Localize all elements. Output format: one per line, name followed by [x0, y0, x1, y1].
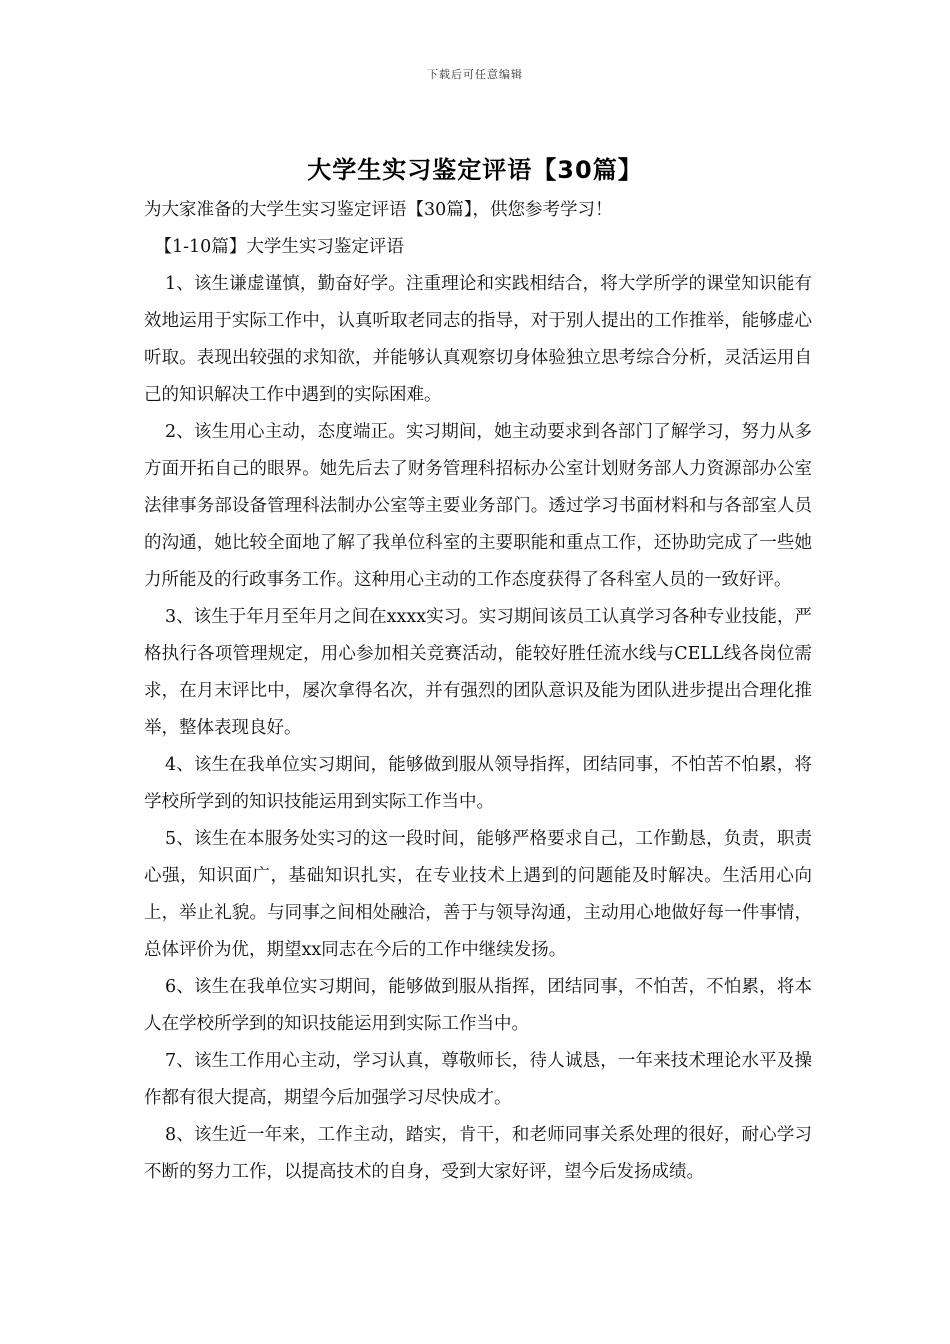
- document-title: 大学生实习鉴定评语【30篇】: [307, 156, 643, 184]
- evaluation-item-7: 7、该生工作用心主动，学习认真，尊敬师长，待人诚恳，一年来技术理论水平及操作都有很大提高，期望今后加强学习尽快成才。: [144, 1051, 812, 1108]
- evaluation-item-1: 1、该生谦虚谨慎，勤奋好学。注重理论和实践相结合，将大学所学的课堂知识能有效地运用于实际工作中，认真听取老同志的指导，对于别人提出的工作推举，能够虚心听取。表现出较强的求知欲，并能够认真观察切身体验独立思考综合分析，灵活运用自己的知识解决工作中遇到的实际困难。: [144, 274, 812, 405]
- evaluation-item-3: 3、该生于年月至年月之间在xxxx实习。实习期间该员工认真学习各种专业技能，严格执行各项管理规定，用心参加相关竞赛活动，能较好胜任流水线与CELL线各岗位需求，在月末评比中，屡次拿得名次，并有强烈的团队意识及能为团队进步提出合理化推举，整体表现良好。: [144, 607, 812, 738]
- header-note: 下载后可任意编辑: [427, 68, 523, 81]
- evaluation-item-5: 5、该生在本服务处实习的这一段时间，能够严格要求自己，工作勤恳，负责，职责心强，知识面广，基础知识扎实，在专业技术上遇到的问题能及时解决。生活用心向上，举止礼貌。与同事之间相处融洽，善于与领导沟通，主动用心地做好每一件事情，总体评价为优，期望xx同志在今后的工作中继续发扬。: [144, 829, 812, 960]
- evaluation-item-6: 6、该生在我单位实习期间，能够做到服从指挥，团结同事，不怕苦，不怕累，将本人在学校所学到的知识技能运用到实际工作当中。: [144, 977, 812, 1034]
- section-heading: 【1-10篇】大学生实习鉴定评语: [154, 237, 404, 257]
- evaluation-item-2: 2、该生用心主动，态度端正。实习期间，她主动要求到各部门了解学习，努力从多方面开拓自己的眼界。她先后去了财务管理科招标办公室计划财务部人力资源部办公室法律事务部设备管理科法制办公室等主要业务部门。透过学习书面材料和与各部室人员的沟通，她比较全面地了解了我单位科室的主要职能和重点工作，还协助完成了一些她力所能及的行政事务工作。这种用心主动的工作态度获得了各科室人员的一致好评。: [144, 422, 812, 590]
- document-body: [144, 192, 812, 1191]
- intro-paragraph: 为大家准备的大学生实习鉴定评语【30篇】，供您参考学习！: [144, 200, 613, 220]
- evaluation-item-8: 8、该生近一年来，工作主动，踏实，肯干，和老师同事关系处理的很好，耐心学习不断的努力工作，以提高技术的自身，受到大家好评，望今后发扬成绩。: [144, 1125, 812, 1182]
- evaluation-item-4: 4、该生在我单位实习期间，能够做到服从领导指挥，团结同事，不怕苦不怕累，将学校所学到的知识技能运用到实际工作当中。: [144, 755, 812, 812]
